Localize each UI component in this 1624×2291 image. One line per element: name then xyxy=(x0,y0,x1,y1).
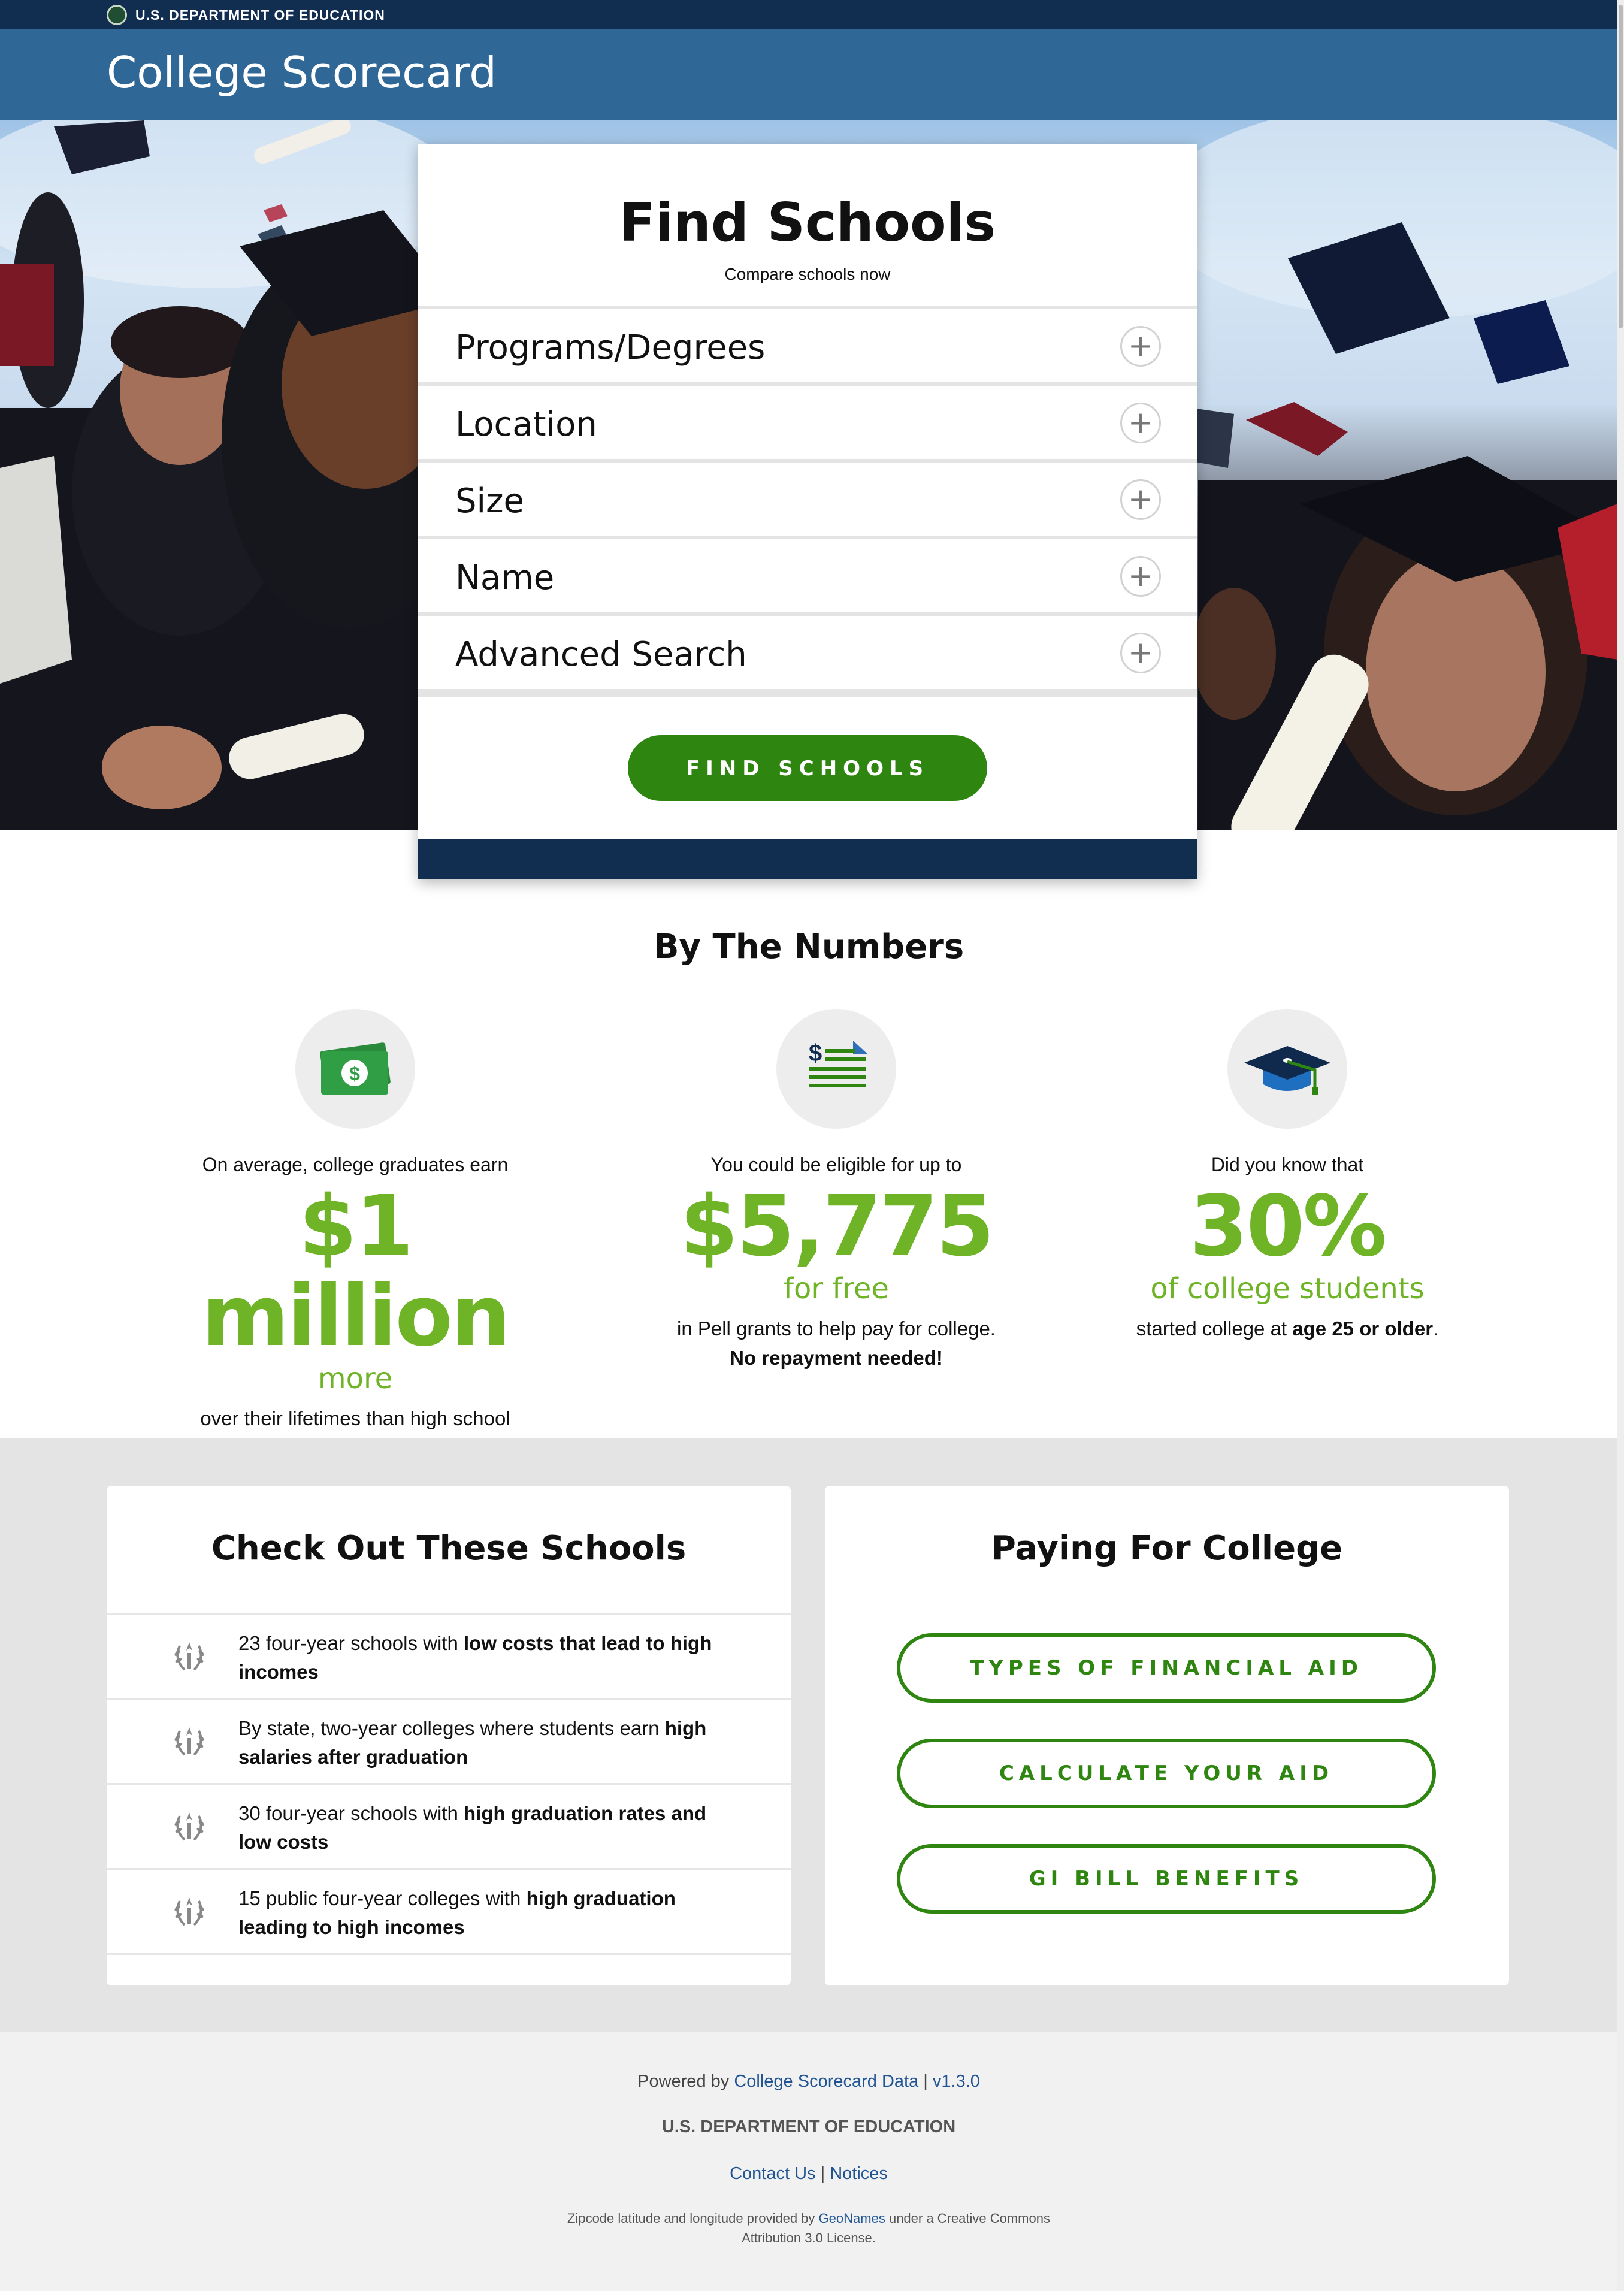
scorecard-data-link[interactable]: College Scorecard Data xyxy=(734,2072,919,2091)
calculate-your-aid-button[interactable]: CALCULATE YOUR AID xyxy=(897,1739,1436,1808)
accordion-location[interactable] xyxy=(418,382,1197,459)
accordion-label: Advanced Search xyxy=(455,635,747,674)
footer-separator: | xyxy=(820,2164,825,2183)
laurel-icon xyxy=(167,1633,212,1678)
laurel-icon xyxy=(167,1718,212,1763)
types-of-financial-aid-button[interactable]: TYPES OF FINANCIAL AID xyxy=(897,1633,1436,1703)
laurel-icon xyxy=(167,1803,212,1848)
site-header xyxy=(0,29,1617,120)
search-title: Find Schools xyxy=(619,192,996,253)
paying-panel xyxy=(825,1486,1509,1985)
laurel-icon xyxy=(167,1888,212,1933)
card-footer-bar xyxy=(418,839,1197,879)
accordion-label: Programs/Degrees xyxy=(455,328,766,367)
site-footer xyxy=(0,2032,1617,2291)
school-list-link[interactable]: high graduation leading to high incomes xyxy=(238,1887,676,1938)
plus-icon[interactable]: + xyxy=(1120,326,1161,367)
stat-value: 30% xyxy=(1189,1178,1386,1276)
school-list-item[interactable] xyxy=(107,1615,791,1700)
school-list-plain: 23 four-year schools with xyxy=(238,1632,458,1654)
version-link[interactable]: v1.3.0 xyxy=(932,2072,980,2091)
school-list-plain: By state, two-year colleges where students earn xyxy=(238,1717,660,1739)
contact-us-link[interactable]: Contact Us xyxy=(730,2164,816,2183)
stat-description-bold: No repayment needed! xyxy=(730,1347,943,1369)
accordion-label: Name xyxy=(455,558,555,597)
stat-unit: more xyxy=(317,1362,393,1395)
stat-description xyxy=(1120,1314,1455,1343)
school-list-link[interactable]: high salaries after graduation xyxy=(238,1717,707,1768)
school-list-link[interactable]: low costs that lead to high incomes xyxy=(238,1632,712,1683)
search-subtitle: Compare schools now xyxy=(724,265,891,283)
accordion-label: Size xyxy=(455,482,524,521)
document-icon xyxy=(776,1009,896,1129)
stat-description xyxy=(669,1314,1004,1373)
stat-intro: You could be eligible for up to xyxy=(710,1154,962,1175)
accordion-size[interactable] xyxy=(418,459,1197,536)
stat-description-end: . xyxy=(1433,1317,1439,1340)
gov-banner xyxy=(0,0,1617,29)
stat-unit: for free xyxy=(784,1272,889,1305)
stat-earnings xyxy=(140,1009,571,1462)
stat-intro: Did you know that xyxy=(1211,1154,1364,1175)
school-list-plain: 30 four-year schools with xyxy=(238,1802,458,1824)
gov-banner-label: U.S. DEPARTMENT OF EDUCATION xyxy=(135,7,385,23)
money-icon xyxy=(295,1009,415,1129)
school-list-text xyxy=(238,1884,730,1942)
footer-department: U.S. DEPARTMENT OF EDUCATION xyxy=(661,2117,956,2136)
scrollbar-thumb[interactable] xyxy=(1619,5,1623,328)
geonames-link[interactable]: GeoNames xyxy=(818,2211,885,2226)
stat-pell-grant xyxy=(621,1009,1052,1373)
site-title[interactable]: College Scorecard xyxy=(107,47,497,98)
stat-unit: of college students xyxy=(1150,1272,1425,1305)
search-accordion xyxy=(418,306,1197,697)
svg-text:$: $ xyxy=(349,1063,360,1084)
plus-icon[interactable]: + xyxy=(1120,633,1161,673)
attribution-pre: Zipcode latitude and longitude provided by xyxy=(567,2211,815,2226)
find-schools-button[interactable]: FIND SCHOOLS xyxy=(628,735,987,801)
plus-icon[interactable]: + xyxy=(1120,479,1161,520)
stat-value: $1 million xyxy=(201,1178,509,1365)
notices-link[interactable]: Notices xyxy=(830,2164,888,2183)
accordion-programs-degrees[interactable] xyxy=(418,306,1197,382)
accordion-name[interactable] xyxy=(418,536,1197,612)
powered-by-text: Powered by xyxy=(637,2072,730,2091)
school-list-item[interactable] xyxy=(107,1785,791,1870)
footer-separator: | xyxy=(923,2072,928,2091)
accordion-advanced-search[interactable] xyxy=(418,612,1197,697)
gi-bill-benefits-button[interactable]: GI BILL BENEFITS xyxy=(897,1844,1436,1914)
school-list-text xyxy=(238,1629,730,1686)
graduation-cap-icon xyxy=(1227,1009,1347,1129)
page-scrollbar[interactable] xyxy=(1617,0,1624,2291)
school-list-text xyxy=(238,1714,730,1772)
stat-description-text: over their lifetimes than high school xyxy=(200,1407,510,1429)
schools-panel-title: Check Out These Schools xyxy=(211,1529,687,1568)
stat-description-bold: age 25 or older xyxy=(1292,1317,1434,1340)
svg-text:$: $ xyxy=(809,1040,822,1066)
school-list-link[interactable]: high graduation rates and low costs xyxy=(238,1802,707,1853)
attribution-post: under a Creative Commons Attribution 3.0 License. xyxy=(742,2211,1050,2245)
powered-by-line xyxy=(0,2072,1617,2091)
footer-links xyxy=(0,2164,1617,2184)
stat-description-text: started college at xyxy=(1136,1317,1287,1340)
attribution xyxy=(539,2208,1078,2248)
stat-intro: On average, college graduates earn xyxy=(202,1154,509,1175)
stat-older-students xyxy=(1072,1009,1503,1343)
seal-icon xyxy=(107,5,127,25)
school-list-item[interactable] xyxy=(107,1700,791,1785)
find-schools-card xyxy=(418,144,1197,879)
school-list-item[interactable] xyxy=(107,1870,791,1955)
paying-panel-title: Paying For College xyxy=(991,1529,1343,1568)
school-list-text xyxy=(238,1799,730,1857)
stat-value: $5,775 xyxy=(679,1178,993,1276)
by-the-numbers-title: By The Numbers xyxy=(653,927,964,966)
school-list xyxy=(107,1613,791,1955)
plus-icon[interactable]: + xyxy=(1120,403,1161,443)
plus-icon[interactable]: + xyxy=(1120,556,1161,597)
schools-panel xyxy=(107,1486,791,1985)
accordion-label: Location xyxy=(455,405,597,444)
stat-description-text: in Pell grants to help pay for college. xyxy=(677,1317,996,1340)
school-list-plain: 15 public four-year colleges with xyxy=(238,1887,521,1909)
